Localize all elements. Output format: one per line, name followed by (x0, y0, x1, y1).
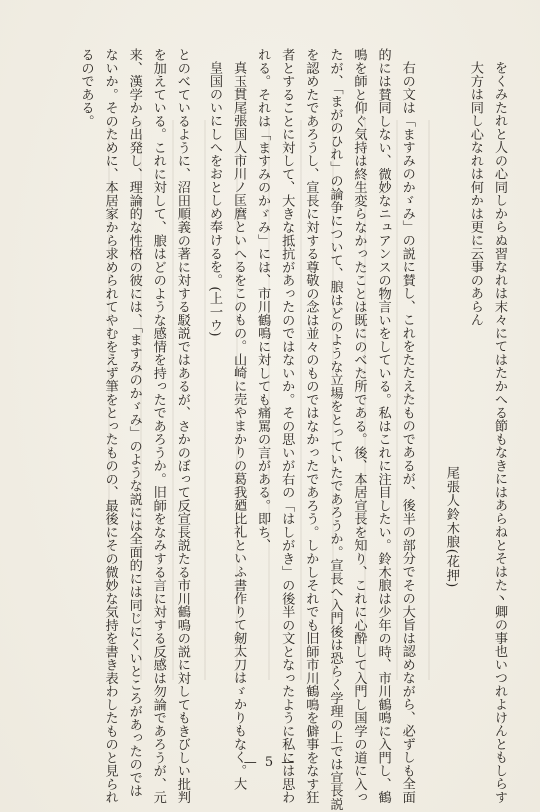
vertical-text-body (68, 48, 507, 811)
quote-line: をくみたれと人の心同しからぬ習なれは末々にてはたかへる節もなきにはあらねとそはた丶卿の事也いつれよけんともしらす (492, 61, 507, 804)
paragraph-line: るのである。 (78, 48, 94, 128)
paragraph-line: ないか。そのために、本居家から求められてやむをえず筆をとったものの、最後にその微妙な気持を書き表わしたものと見られ (102, 48, 118, 804)
paragraph-line: 右の文は「ますみのかゞみ」の説に賛し、これをたたえたものであるが、後半の部分でその大旨は認めながら、必ずしも全面 (399, 61, 415, 804)
paragraph-line: 的には賛同しない、微妙なニュアンスの物言いをしている。私はこれに注目したい。鈴木朖は少年の時、市川鶴鳴に入門し、鶴 (375, 48, 391, 804)
quoted-passage-line: 真玉貫尾張国人市川ノ匡麿といへるをこのもの。山崎に売やまかりの葛我廼比礼といふ書作りて剱太刀はゞかりもなく。大 (231, 61, 247, 791)
paragraph-line: 者とすることに対して、大きな抵抗があったのではないか。その思いが右の「はしがき」の後半の文となったように私には思わ (279, 48, 295, 804)
paragraph-line: とのべているように、沼田順義の著に対する駁説ではあるが、さかのぼって反宣長説たる市川鶴鳴の説に対してもきびしい批判 (174, 48, 190, 804)
paragraph-line: れる。それは「ますみのかゞみ」には、市川鶴鳴に対しても痛罵の言がある。即ち、 (255, 48, 271, 552)
paragraph-line: を認めたであろうし、宣長に対する尊敬の念は並々のものではなかったであろう。しかしそれでも旧師市川鶴鳴を僻事をなす狂 (303, 48, 319, 804)
quoted-passage-line: 皇国のいにしへをおとしめ奉けるを。(上一ウ) (206, 61, 222, 337)
paragraph-line: 来、漢学から出発し、理論的な性格の彼には、「ますみのかゞみ」のような説には全面的には同じにくいところがあったのでは (126, 48, 142, 798)
paragraph-line: 鳴を師と仰ぐ気持は終生変らなかったことは既にのべた所である。後、本居宣長を知り、これに心酔して入門し国学の道に入っ (351, 48, 367, 804)
paragraph-line: たが、「まがのひれ」の論争について、朖はどのような立場をとっていたであろうか。宣長へ入門後は恐らく学理の上では宣長説 (327, 48, 343, 811)
signature: 尾張人鈴木朖(花押) (443, 466, 459, 588)
column-gap (189, 48, 197, 58)
column-gap (414, 48, 434, 58)
page-number: — 5 — (243, 755, 297, 770)
quote-line: 大方は同し心なれは何かは更に云事のあらん (467, 61, 483, 327)
paragraph-line: を加えている。これに対して、朖はどのような感情を持ったであろうか。旧師をなみする言に対する反感は勿論であろうが、元 (150, 48, 166, 804)
